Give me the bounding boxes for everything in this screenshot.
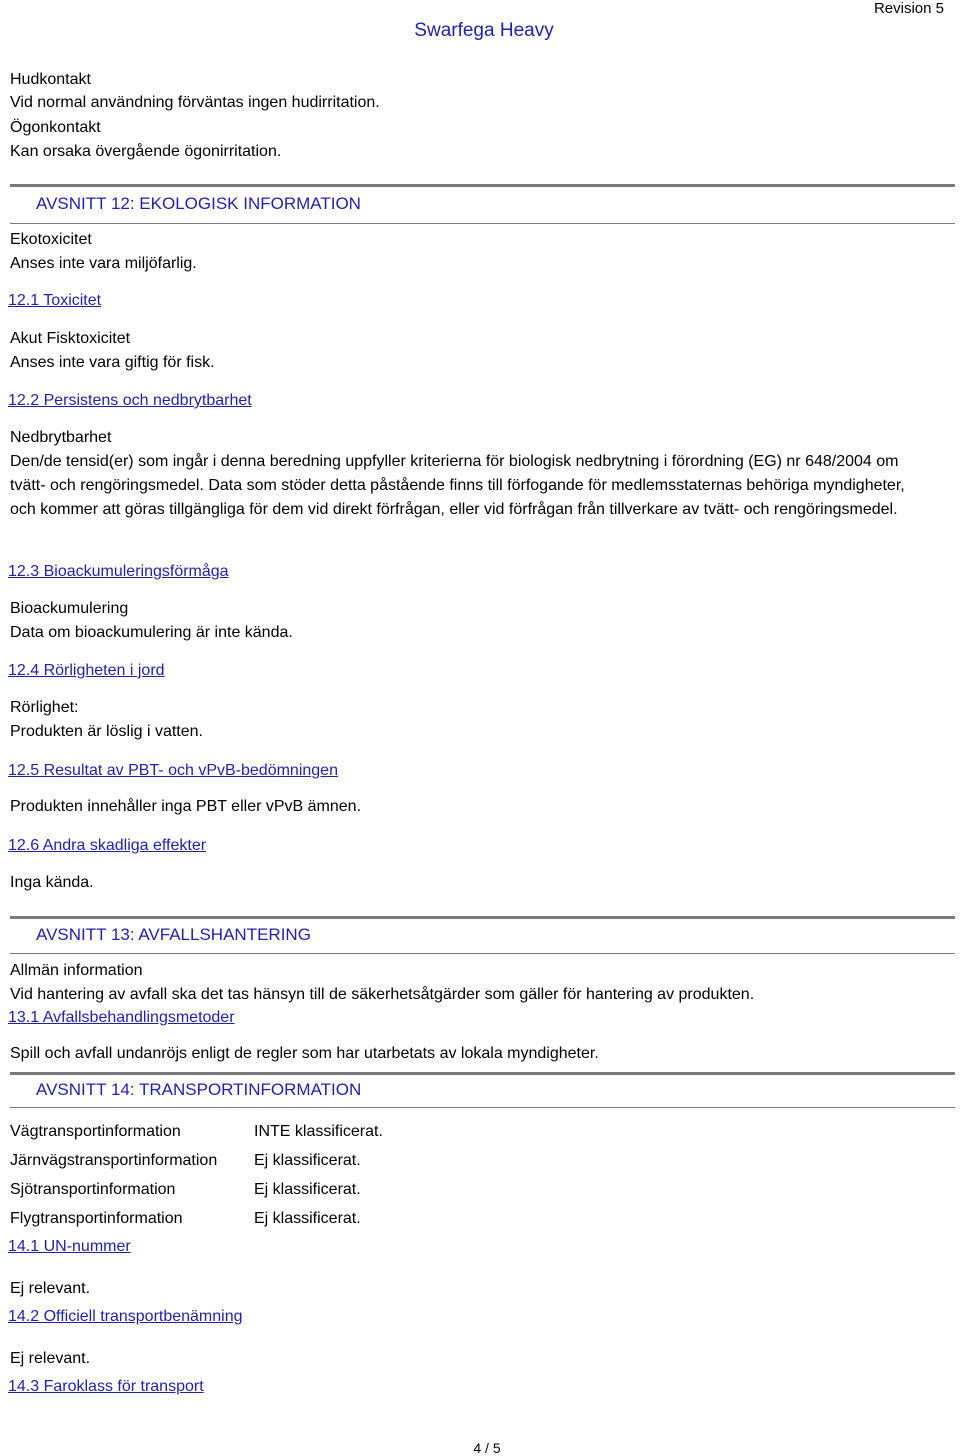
eye-contact-text: Kan orsaka övergående ögonirritation. — [10, 143, 282, 160]
link-14-2-shipping-name[interactable]: 14.2 Officiell transportbenämning — [8, 1308, 243, 1325]
road-transport-label: Vägtransportinformation — [10, 1123, 181, 1140]
rail-transport-value: Ej klassificerat. — [254, 1152, 361, 1169]
air-transport-label: Flygtransportinformation — [10, 1210, 183, 1227]
eye-contact-heading: Ögonkontakt — [10, 119, 101, 136]
sea-transport-label: Sjötransportinformation — [10, 1181, 176, 1198]
section-12-title: AVSNITT 12: EKOLOGISK INFORMATION — [36, 194, 361, 213]
ecotoxicity-text: Anses inte vara miljöfarlig. — [10, 255, 197, 272]
link-12-5-pbt[interactable]: 12.5 Resultat av PBT- och vPvB-bedömningen — [8, 762, 338, 779]
link-12-1-toxicity[interactable]: 12.1 Toxicitet — [8, 292, 102, 309]
link-12-3-bioaccumulation[interactable]: 12.3 Bioackumuleringsförmåga — [8, 563, 229, 580]
skin-contact-text: Vid normal användning förväntas ingen hudirritation. — [10, 94, 380, 111]
link-14-3-hazard-class[interactable]: 14.3 Faroklass för transport — [8, 1378, 204, 1395]
other-effects-text: Inga kända. — [10, 874, 94, 891]
degradability-heading: Nedbrytbarhet — [10, 429, 112, 446]
disposal-text: Spill och avfall undanröjs enligt de regler som har utarbetats av lokala myndigheter. — [10, 1045, 599, 1062]
page-number: 4 / 5 — [473, 1440, 501, 1456]
pbt-text: Produkten innehåller inga PBT eller vPvB ämnen. — [10, 798, 362, 815]
section-13-title: AVSNITT 13: AVFALLSHANTERING — [36, 925, 311, 944]
mobility-text: Produkten är löslig i vatten. — [10, 723, 203, 740]
revision-label: Revision 5 — [873, 0, 944, 17]
bioaccumulation-heading: Bioackumulering — [10, 600, 129, 617]
section-13-bar — [10, 916, 955, 954]
bioaccumulation-text: Data om bioackumulering är inte kända. — [10, 624, 293, 641]
degradability-text: Den/de tensid(er) som ingår i denna beredning uppfyller kriterierna för biologisk nedbrytning i förordning (EG) nr 648/2004 om tvätt- och rengöringsmedel. Data som stöder detta påstående finns till förfogande för medlemsstaternas behöriga myndigheter, och kommer att göras tillgängliga för dem vid direkt förfrågan, eller vid förfrågan från tillverkare av tvätt- och rengöringsmedel. — [10, 453, 905, 518]
skin-contact-heading: Hudkontakt — [10, 71, 91, 88]
sea-transport-value: Ej klassificerat. — [254, 1181, 361, 1198]
general-information-text: Vid hantering av avfall ska det tas hänsyn till de säkerhetsåtgärder som gäller för hantering av produkten. — [10, 986, 755, 1003]
section-14-bar — [10, 1072, 955, 1108]
section-14-title: AVSNITT 14: TRANSPORTINFORMATION — [36, 1080, 362, 1099]
link-12-6-other-effects[interactable]: 12.6 Andra skadliga effekter — [8, 837, 207, 854]
section-12-bar — [10, 184, 955, 224]
rail-transport-label: Järnvägstransportinformation — [10, 1152, 218, 1169]
general-information-heading: Allmän information — [10, 962, 143, 979]
ecotoxicity-heading: Ekotoxicitet — [10, 231, 92, 248]
document-title: Swarfega Heavy — [414, 20, 554, 41]
shipping-name-text: Ej relevant. — [10, 1350, 91, 1367]
link-14-1-un-number[interactable]: 14.1 UN-nummer — [8, 1238, 131, 1255]
un-number-text: Ej relevant. — [10, 1280, 91, 1297]
fish-toxicity-heading: Akut Fisktoxicitet — [10, 330, 131, 347]
road-transport-value: INTE klassificerat. — [254, 1123, 383, 1140]
link-12-2-persistence[interactable]: 12.2 Persistens och nedbrytbarhet — [8, 392, 252, 409]
link-13-1-disposal-methods[interactable]: 13.1 Avfallsbehandlingsmetoder — [8, 1009, 235, 1026]
air-transport-value: Ej klassificerat. — [254, 1210, 361, 1227]
mobility-heading: Rörlighet: — [10, 699, 79, 716]
link-12-4-mobility[interactable]: 12.4 Rörligheten i jord — [8, 662, 165, 679]
fish-toxicity-text: Anses inte vara giftig för fisk. — [10, 354, 215, 371]
